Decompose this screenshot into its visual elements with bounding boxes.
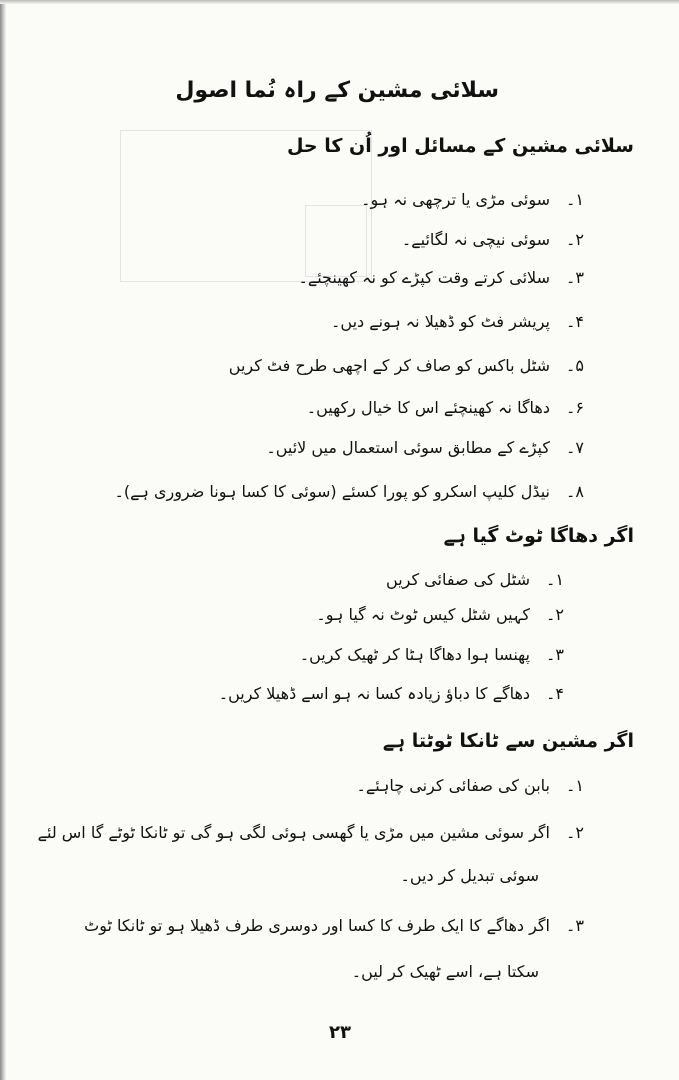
section-heading: سلائی مشین کے مسائل اور اُن کا حل (286, 135, 634, 157)
item-text: شٹل کی صفائی کریں (386, 570, 530, 589)
item-text: اگر دھاگے کا ایک طرف کا کسا اور دوسری طرف ڈھیلا ہو تو ٹانکا ٹوٹ (84, 916, 550, 935)
item-number: ۱۔ (566, 776, 584, 795)
item-text: پھنسا ہوا دھاگا ہٹا کر ٹھیک کریں۔ (299, 645, 530, 664)
item-number: ۶۔ (566, 398, 584, 417)
item-text: دھاگے کا دباؤ زیادہ کسا نہ ہو اسے ڈھیلا کریں۔ (218, 684, 530, 703)
item-text: نیڈل کلیپ اسکرو کو پورا کسئے (سوئی کا کسا ہونا ضروری ہے)۔ (114, 482, 550, 501)
item-number: ۱۔ (566, 190, 584, 209)
item-text: پریشر فٹ کو ڈھیلا نہ ہونے دیں۔ (331, 312, 550, 331)
item-number: ۵۔ (566, 356, 584, 375)
list-item (219, 684, 564, 703)
item-number: ۱۔ (546, 570, 564, 589)
page-title: سلائی مشین کے راہ نُما اصول (175, 78, 499, 103)
list-item (402, 230, 584, 249)
item-text: کہیں شٹل کیس ٹوٹ نہ گیا ہو۔ (316, 605, 530, 624)
list-item (266, 438, 584, 457)
item-number: ۴۔ (566, 312, 584, 331)
section-heading: اگر مشین سے ٹانکا ٹوٹتا ہے (382, 730, 634, 752)
item-number: ۷۔ (566, 438, 584, 457)
list-item (300, 645, 564, 664)
list-item (307, 398, 584, 417)
item-number: ۲۔ (566, 230, 584, 249)
list-item (38, 823, 584, 842)
item-text: بابن کی صفائی کرنی چاہئے۔ (356, 776, 550, 795)
binding-shadow (0, 0, 6, 1080)
item-text: کپڑے کے مطابق سوئی استعمال میں لائیں۔ (266, 438, 550, 457)
list-item (115, 482, 585, 501)
item-number: ۳۔ (566, 916, 584, 935)
page-top-edge (0, 0, 679, 4)
item-number: ۲۔ (566, 823, 584, 842)
item-number: ۳۔ (566, 268, 584, 287)
list-item-continuation: سکتا ہے، اسے ٹھیک کر لیں۔ (351, 962, 539, 981)
page-number: ۲۳ (329, 1022, 351, 1043)
list-item (84, 916, 584, 935)
list-item (386, 570, 564, 589)
item-number: ۳۔ (546, 645, 564, 664)
list-item (361, 190, 584, 209)
show-through-box (305, 205, 367, 277)
list-item (316, 605, 564, 624)
item-text: سوئی نیچی نہ لگائیے۔ (401, 230, 550, 249)
item-number: ۸۔ (566, 482, 584, 501)
item-text: سوئی مڑی یا ترچھی نہ ہو۔ (361, 190, 550, 209)
item-text: دھاگا نہ کھینچئے اس کا خیال رکھیں۔ (306, 398, 550, 417)
list-item-continuation: سوئی تبدیل کر دیں۔ (400, 866, 539, 885)
item-number: ۴۔ (546, 684, 564, 703)
list-item (331, 312, 584, 331)
list-item (229, 356, 584, 375)
list-item (298, 268, 584, 287)
item-text: سلائی کرتے وقت کپڑے کو نہ کھینچئے۔ (298, 268, 550, 287)
item-number: ۲۔ (546, 605, 564, 624)
item-text: اگر سوئی مشین میں مڑی یا گھسی ہوئی لگی ہو گی تو ٹانکا ٹوٹے گا اس لئے (37, 823, 550, 842)
item-text: شٹل باکس کو صاف کر کے اچھی طرح فٹ کریں (228, 356, 550, 375)
section-heading: اگر دھاگا ٹوٹ گیا ہے (443, 525, 634, 547)
list-item (356, 776, 584, 795)
